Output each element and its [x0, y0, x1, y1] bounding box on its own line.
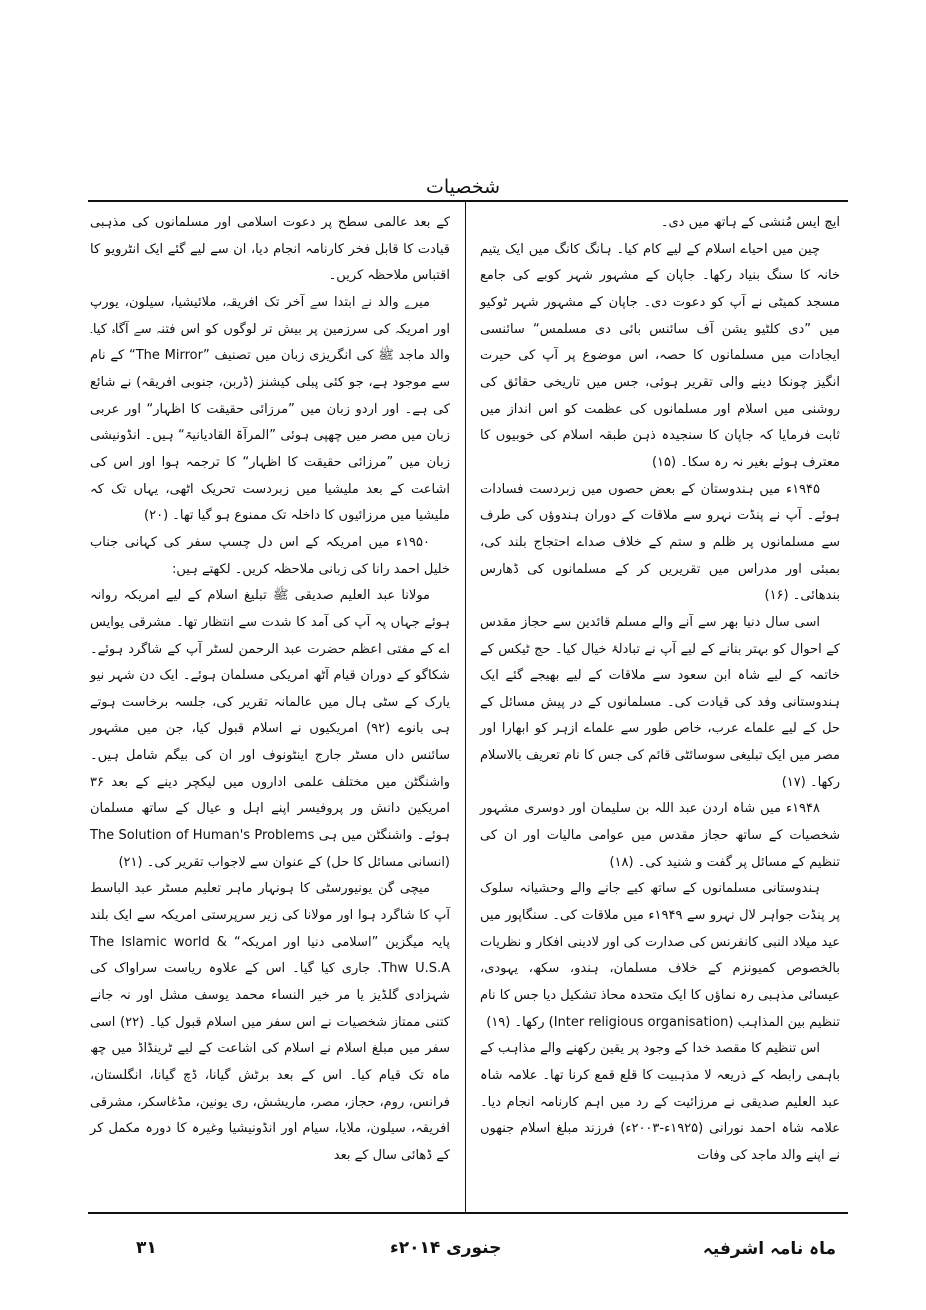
left-column	[90, 210, 450, 1170]
paragraph: مولانا عبد العلیم صدیقی ﷺ تبلیغ اسلام کے لیے امریکہ روانہ ہوئے جہاں پہ آپ کی آمد کا شدت سے انتظار تھا۔ مشرقی یوایس اے کے مفتی اعظم حضرت عبد الرحمن لسٹر آپ کے شاگرد ہوئے۔ شکاگو کے دوران قیام آٹھ امریکی مسلمان ہوئے۔ ایک دن شہر نیو یارک کے سٹی ہال میں عالمانہ تقریر کی، جلسہ برخاست ہوتے ہی بانوے (۹۲) امریکیوں نے اسلام قبول کیا، جن میں مشہور سائنس داں مسٹر جارج اینٹونوف اور ان کی بیگم شامل ہیں۔ واشنگٹن میں مختلف علمی اداروں میں لیکچر دینے کے بعد ۳۶ امریکین دانش ور پروفیسر اپنے اہل و عیال کے ساتھ مسلمان ہوئے۔ واشنگٹن میں ہی The Solution of Human's Problems (انسانی مسائل کا حل) کے عنوان سے لاجواب تقریر کی۔ (۲۱)	[90, 588, 450, 870]
issue-date: جنوری ۲۰۱۴ء	[390, 1238, 502, 1258]
column-divider	[465, 200, 466, 1212]
header-rule	[88, 200, 848, 202]
magazine-name: ماہ نامہ اشرفیہ	[702, 1239, 836, 1259]
section-title: شخصیات	[425, 176, 501, 198]
paragraph: ایچ ایس مُنشی کے ہاتھ میں دی۔	[660, 215, 840, 230]
paragraph: اسی سال دنیا بھر سے آنے والے مسلم قائدین سے حجاز مقدس کے احوال کو بہتر بنانے کے لیے آپ نے تبادلۂ خیال کیا۔ حج ٹیکس کے خاتمہ کے لیے شاہ ابن سعود سے ملاقات کے لیے بھیجے گئے ایک ہندوستانی وفد کی قیادت کی۔ مسلمانوں کے در پیش مسائل کے حل کے لیے علماے عرب، خاص طور سے علماے ازہر کو ابھارا اور مصر میں ایک تبلیغی سوسائٹی قائم کی جس کا نام تعریف بالاسلام رکھا۔ (۱۷)	[480, 614, 840, 790]
paragraph: میرے والد نے ابتدا سے آخر تک افریقہ، ملائیشیا، سیلون، یورپ اور امریکہ کی سرزمین پر بیش تر لوگوں کو اس فتنہ سے آگاہ کیا۔ والد ماجد ﷺ کی انگریزی زبان میں تصنیف ”The Mirror“ کے نام سے موجود ہے، جو کئی پبلی کیشنز (ڈربن، جنوبی افریقہ) نے شائع کی ہے۔ اور اردو زبان میں ”مرزائی حقیقت کا اظہار“ اور عربی زبان میں مصر میں چھپی ہوئی ”المرآۃ القادیانیۃ“ ہیں۔ انڈونیشی زبان میں ”مرزائی حقیقت کا اظہار“ کا ترجمہ ہوا اور اس کی اشاعت کے بعد ملیشیا میں زبردست تحریک اٹھی، یہاں تک کہ ملیشیا میں مرزائیوں کا داخلہ تک ممنوع ہو گیا تھا۔ (۲۰)	[90, 294, 450, 524]
page-number: ۳۱	[136, 1238, 157, 1258]
paragraph: ۱۹۴۵ء میں ہندوستان کے بعض حصوں میں زبردست فسادات ہوئے۔ آپ نے پنڈت نہرو سے ملاقات کے دوران ہندوؤں کی طرف سے مسلمانوں پر ظلم و ستم کے خلاف صداے احتجاج بلند کی، بمبئی اور مدراس میں تقریریں کر کے مسلمانوں کی ڈھارس بندھائی۔ (۱۶)	[480, 481, 840, 604]
footer-rule	[88, 1212, 848, 1214]
right-column	[480, 210, 840, 1170]
paragraph: ۱۹۵۰ء میں امریکہ کے اس دل چسپ سفر کی کہانی جناب خلیل احمد رانا کی زبانی ملاحظہ کریں۔ لکھتے ہیں:	[90, 534, 450, 577]
paragraph: چین میں احیاے اسلام کے لیے کام کیا۔ ہانگ کانگ میں ایک یتیم خانہ کا سنگ بنیاد رکھا۔ جاپان کے مشہور شہر کوبے کی جامع مسجد کمیٹی نے آپ کو دعوت دی۔ جاپان کے مشہور شہر ٹوکیو میں ”دی کلٹیو یشن آف سائنس بائی دی مسلمس“ سائنسی ایجادات میں مسلمانوں کا حصہ، اس موضوع پر آپ کی حیرت انگیز چونکا دینے والی تقریر ہوئی، جس میں تاریخی حقائق کی روشنی میں اسلام اور مسلمانوں کی عظمت کو اس انداز میں ثابت فرمایا کہ جاپان کا سنجیدہ ذہن طبقہ اسلام کی خوبیوں کا معترف ہوئے بغیر نہ رہ سکا۔ (۱۵)	[480, 241, 840, 470]
paragraph: ہندوستانی مسلمانوں کے ساتھ کیے جانے والے وحشیانہ سلوک پر پنڈت جواہر لال نہرو سے ۱۹۴۹ء میں ملاقات کی۔ سنگاپور میں عید میلاد النبی کانفرنس کی صدارت کی اور لادینی افکار و نظریات بالخصوص کمیونزم کے خلاف مسلمان، ہندو، سکھ، یہودی، عیسائی مذہبی رہ نماؤں کا ایک متحدہ محاذ تشکیل دیا جس کا نام تنظیم بین المذاہب (Inter religious organisation) رکھا۔ (۱۹)	[479, 881, 840, 1030]
paragraph: اس تنظیم کا مقصد خدا کے وجود پر یقین رکھنے والے مذاہب کے باہمی رابطہ کے ذریعہ لا مذہبیت کا قلع قمع کرنا تھا۔ علامہ شاہ عبد العلیم صدیقی نے مرزائیت کے رد میں اہم کارنامہ انجام دیا۔ علامہ شاہ احمد نورانی (۱۹۲۵ء-۲۰۰۳ء) فرزند مبلغ اسلام جنھوں نے اپنے والد ماجد کی وفات	[480, 1041, 840, 1163]
paragraph: ۱۹۴۸ء میں شاہ اردن عبد اللہ بن سلیمان اور دوسری مشہور شخصیات کے ساتھ حجاز مقدس میں عوامی مالیات اور ان کی تنظیم کے مسائل پر گفت و شنید کی۔ (۱۸)	[480, 801, 840, 870]
paragraph: کے بعد عالمی سطح پر دعوت اسلامی اور مسلمانوں کی مذہبی قیادت کا قابل فخر کارنامہ انجام دیا، ان سے لیے گئے ایک انٹرویو کا اقتباس ملاحظہ کریں۔	[90, 215, 450, 284]
paragraph: میچی گن یونیورسٹی کا ہونہار ماہر تعلیم مسٹر عبد الباسط آپ کا شاگرد ہوا اور مولانا کی زیر سرپرستی امریکہ سے ایک بلند پایہ میگزین ”اسلامی دنیا اور امریکہ“ The Islamic world & Thw U.S.A. جاری کیا گیا۔ اس کے علاوہ ریاست سراواک کی شہزادی گلڈیز یا مر خیر النساء محمد یوسف مشل اور نہ جانے کتنی ممتاز شخصیات نے اس سفر میں اسلام قبول کیا۔ (۲۲) اسی سفر میں مبلغ اسلام نے اسلام کی اشاعت کے لیے ٹرینڈاڈ میں چھ ماہ تک قیام کیا۔ اس کے بعد برٹش گیانا، ڈچ گیانا، انگلستان، فرانس، روم، حجاز، مصر، ماریشش، ری یونین، مڈغاسکر، مشرقی افریقہ، سیلون، ملایا، سیام اور انڈونیشیا وغیرہ کا دورہ مکمل کر کے ڈھائی سال کے بعد	[90, 881, 450, 1163]
